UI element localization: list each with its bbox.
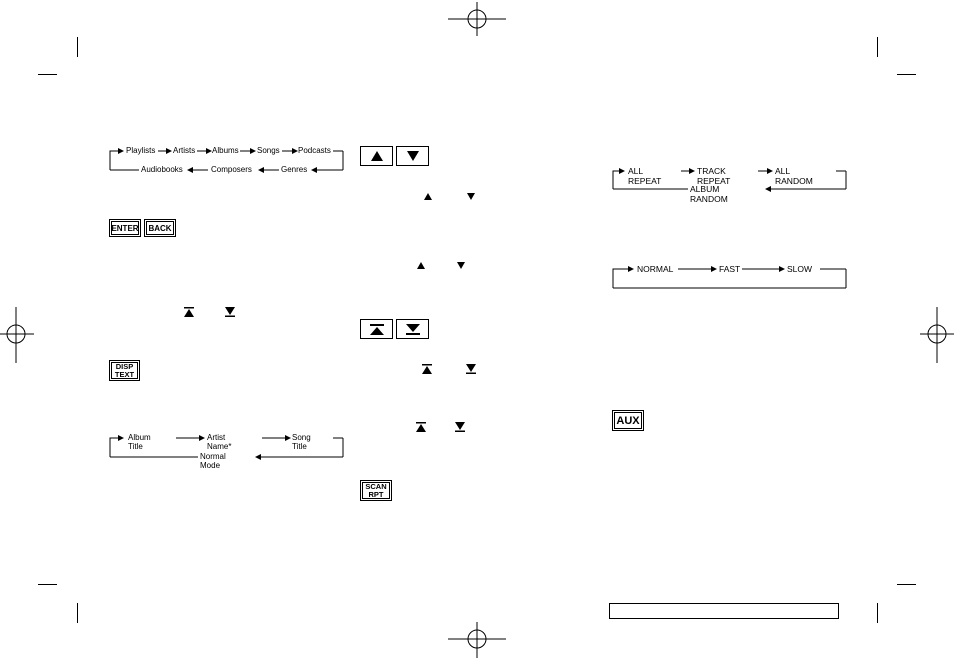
seek-down-key-icon: [396, 319, 429, 339]
seek-up-icon: [421, 363, 433, 375]
up-triangle-icon: [416, 261, 426, 271]
registration-target-right: [918, 305, 954, 365]
seek-down-icon: [405, 323, 421, 336]
up-key-icon: [360, 146, 393, 166]
registration-target-top: [448, 0, 508, 40]
seek-up-icon: [415, 421, 427, 433]
disp-key-line1: DISP: [115, 361, 134, 371]
enter-key-label: ENTER: [111, 223, 139, 233]
scan-rpt-key-icon: [360, 480, 392, 501]
up-triangle-icon: [423, 192, 433, 202]
flow-label-genres: Genres: [281, 165, 308, 174]
up-triangle-icon: [370, 150, 384, 162]
scan-key-line2: RPT: [368, 489, 384, 499]
crop-mark: [77, 37, 78, 57]
back-key-label: BACK: [148, 223, 172, 233]
flow-label-audiobooks: Audiobooks: [141, 165, 183, 174]
seek-down-icon: [465, 363, 477, 375]
crop-mark: [877, 37, 878, 57]
flow-label-podcasts: Podcasts: [298, 146, 331, 155]
disp-key-line2: TEXT: [114, 369, 135, 379]
crop-mark: [897, 584, 916, 585]
flow-label-albums: Albums: [212, 146, 239, 155]
flow-label-album-random: ALBUM RANDOM: [690, 184, 728, 204]
flow-label-all-random: ALL RANDOM: [775, 166, 813, 186]
seek-down-icon: [224, 306, 236, 318]
aux-key-icon: [612, 410, 644, 431]
flow-label-track-repeat: TRACK REPEAT: [697, 166, 731, 186]
flow-label-album-title: Album Title: [128, 433, 151, 451]
flow-label-song-title: Song Title: [292, 433, 311, 451]
flow-label-composers: Composers: [211, 165, 252, 174]
registration-target-bottom: [448, 620, 508, 659]
down-triangle-icon: [456, 261, 466, 271]
seek-down-icon: [454, 421, 466, 433]
flow-label-artists: Artists: [173, 146, 196, 155]
down-triangle-icon: [466, 192, 476, 202]
disp-text-key-icon: [109, 360, 140, 381]
scan-key-line1: SCAN: [365, 481, 387, 491]
seek-up-key-icon: [360, 319, 393, 339]
flow-label-fast: FAST: [719, 264, 741, 274]
crop-mark: [877, 603, 878, 623]
flow-label-slow: SLOW: [787, 264, 813, 274]
flow-label-normal: NORMAL: [637, 264, 674, 274]
enter-key-icon: [109, 219, 141, 237]
page-footer-box: [609, 603, 839, 619]
flow-label-artist-name: Artist Name*: [207, 433, 232, 451]
registration-target-left: [0, 305, 36, 365]
back-key-icon: [144, 219, 176, 237]
flow-label-playlists: Playlists: [126, 146, 156, 155]
crop-mark: [77, 603, 78, 623]
crop-mark: [38, 584, 57, 585]
down-key-icon: [396, 146, 429, 166]
flow-label-normal-mode: Normal Mode: [200, 452, 226, 470]
flow-label-songs: Songs: [257, 146, 280, 155]
seek-up-icon: [369, 323, 385, 336]
aux-key-label: AUX: [616, 414, 640, 427]
crop-mark: [38, 74, 57, 75]
flow-label-all-repeat: ALL REPEAT: [628, 166, 662, 186]
seek-up-icon: [183, 306, 195, 318]
crop-mark: [897, 74, 916, 75]
down-triangle-icon: [406, 150, 420, 162]
